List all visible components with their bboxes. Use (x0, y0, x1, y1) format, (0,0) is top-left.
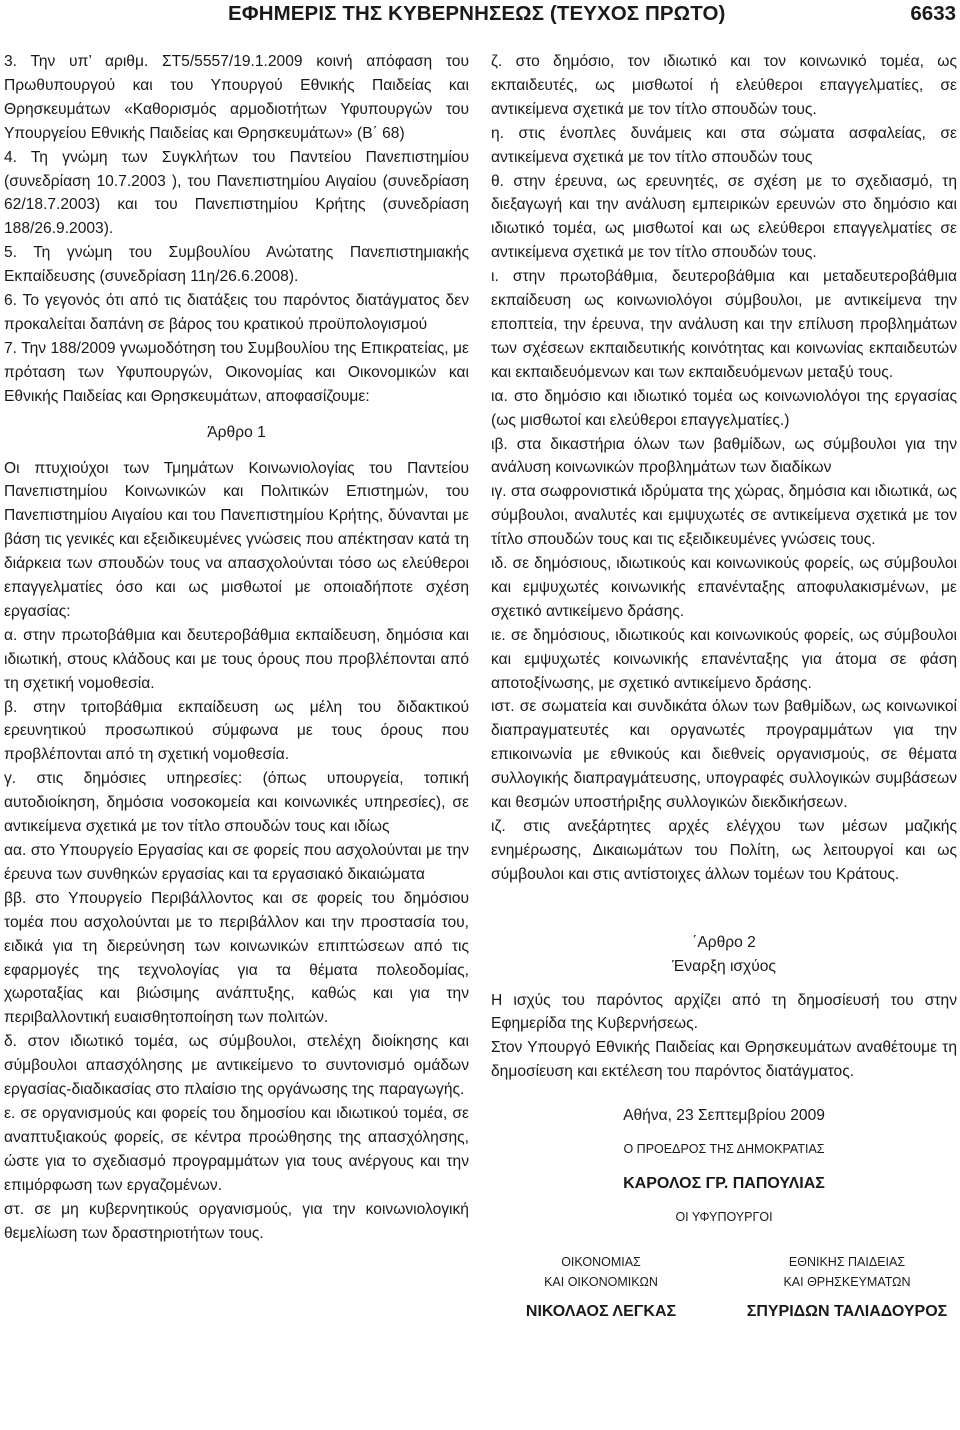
paragraph: α. στην πρωτοβάθμια και δευτεροβάθμια εκπαίδευση, δημόσια και ιδιωτική, στους κλάδους και με τους όρους που προβλέπονται από τη σχετική νομοθεσία. (4, 626, 469, 692)
ministers-signatures (491, 1252, 957, 1324)
paragraph: 5. Τη γνώμη του Συμβουλίου Ανώτατης Πανεπιστημιακής Εκπαίδευσης (συνεδρίαση 11η/26.6.2008). (4, 244, 469, 286)
article-1-heading: Άρθρο 1 (207, 423, 266, 441)
president-name: ΚΑΡΟΛΟΣ ΓΡ. ΠΑΠΟΥΛΙΑΣ (623, 1174, 825, 1192)
paragraph: δ. στον ιδιωτικό τομέα, ως σύμβουλοι, στελέχη διοίκησης και σύμβουλοι απασχόλησης με αντικείμενο το συντονισμό ομάδων εργασίας-διαδικασίας στο πλαίσιο της οργάνωσης της παραγωγής. (4, 1033, 469, 1099)
minister-name: ΣΠΥΡΙΔΩΝ ΤΑΛΙΑΔΟΥΡΟΣ (746, 1302, 948, 1320)
minister-ministry-line: ΟΙΚΟΝΟΜΙΑΣ (561, 1254, 641, 1269)
minister-name: ΝΙΚΟΛΑΟΣ ΛΕΓΚΑΣ (525, 1302, 677, 1320)
page-number: 6633 (910, 2, 956, 25)
paragraph: θ. στην έρευνα, ως ερευνητές, σε σχέση με το σχεδιασμό, τη διεξαγωγή και την ανάλυση εμπειρικών ερευνών στο δημόσιο και ιδιωτικό τομέα, ως μισθωτοί και ως ελεύθεροι επαγγελματίες σε αντικείμενα σχετικά με τον τίτλο σπουδών τους. (491, 172, 957, 262)
paragraph: στ. σε μη κυβερνητικούς οργανισμούς, για την κοινωνιολογική θεμελίωση των δραστηριοτήτων τους. (4, 1200, 469, 1242)
paragraph: 6. Το γεγονός ότι από τις διατάξεις του παρόντος διατάγματος δεν προκαλείται δαπάνη σε βάρος του κρατικού προϋπολογισμού (4, 292, 469, 333)
gazette-title: ΕΦΗΜΕΡΙΣ ΤΗΣ ΚΥΒΕΡΝΗΣΕΩΣ (ΤΕΥΧΟΣ ΠΡΩΤΟ) (228, 2, 726, 25)
paragraph: η. στις ένοπλες δυνάμεις και στα σώματα ασφαλείας, σε αντικείμενα σχετικά με τον τίτλο σπουδών τους (491, 124, 957, 166)
minister-education (737, 1252, 957, 1324)
signature-date: Αθήνα, 23 Σεπτεμβρίου 2009 (623, 1107, 825, 1125)
paragraph: 7. Την 188/2009 γνωμοδότηση του Συμβουλίου της Επικρατείας, με πρόταση των Υφυπουργών, Οικονομίας και Οικονομικών και Εθνικής Παιδείας και Θρησκευμάτων, αποφασίζουμε: (4, 339, 469, 405)
paragraph: ζ. στο δημόσιο, τον ιδιωτικό και τον κοινωνικό τομέα, ως εκπαιδευτές, ως μισθωτοί ή ελεύθεροι επαγγελματίες, σε αντικείμενα σχετικά με τον τίτλο σπουδών τους. (491, 53, 957, 118)
paragraph: ιδ. σε δημόσιους, ιδιωτικούς και κοινωνικούς φορείς, ως σύμβουλοι και εμψυχωτές κοινωνικής επανένταξης αποφυλακισμένων, με σχετικό αντικείμενο δράσης. (491, 555, 957, 620)
paragraph: ιζ. στις ανεξάρτητες αρχές ελέγχου των μέσων μαζικής ενημέρωσης, Δικαιωμάτων του Πολίτη, ως λειτουργοί και ως σύμβουλοι και στις αντίστοιχες άλλων τομέων του Κράτους. (491, 818, 957, 883)
paragraph: αα. στο Υπουργείο Εργασίας και σε φορείς που ασχολούνται με την έρευνα των συνθηκών εργασίας και τα εργασιακό δικαιώματα (4, 842, 469, 883)
left-column (4, 50, 469, 1245)
right-column (491, 50, 957, 1324)
paragraph: ιγ. στα σωφρονιστικά ιδρύματα της χώρας, δημόσια και ιδιωτικά, ως σύμβουλοι, αναλυτές και εμψυχωτές σε αντικείμενα σχετικά με τον τίτλο σπουδών τους και τις εξειδικευμένες γνώσεις τους. (491, 483, 957, 549)
paragraph: ββ. στο Υπουργείο Περιβάλλοντος και σε φορείς του δημόσιου τομέα που ασχολούνται με το περιβάλλον και την προστασία του, ειδικά για τη διερεύνηση των κοινωνικών επιπτώσεων από τις εφαρμογές της τεχνολογίας για τα θέματα πολεοδομίας, χωροταξίας και βιώσιμης ανάπτυξης, καθώς και για την περιβαλλοντική ευαισθητοποίηση των πολιτών. (4, 889, 469, 1027)
paragraph: 4. Τη γνώμη των Συγκλήτων του Παντείου Πανεπιστημίου (συνεδρίαση 10.7.2003 ), του Πανεπιστημίου Αιγαίου (συνεδρίαση 62/18.7.2003) και του Πανεπιστημίου Κρήτης (συνεδρίαση 188/26.9.2003). (4, 148, 469, 238)
paragraph: ι. στην πρωτοβάθμια, δευτεροβάθμια και μεταδευτεροβάθμια εκπαίδευση ως κοινωνιολόγοι σύμβουλοι, με αντικείμενα την εποπτεία, την έρευνα, την ανάλυση και την επίλυση προβλημάτων των σχέσεων εκπαιδευτικής κοινότητας και κοινωνίας εκπαιδευτών και εκπαιδευόμενων και των εκπαιδευόμενων μεταξύ τους. (491, 268, 957, 381)
paragraph: 3. Την υπ’ αριθμ. ΣΤ5/5557/19.1.2009 κοινή απόφαση του Πρωθυπουργού και του Υπουργού Εθνικής Παιδείας και Θρησκευμάτων «Καθορισμός αρμοδιοτήτων Υφυπουργών του Υπουργείου Εθνικής Παιδείας και Θρησκευμάτων» (Β΄ 68) (4, 53, 469, 142)
paragraph: ε. σε οργανισμούς και φορείς του δημοσίου και ιδιωτικού τομέα, σε αναπτυξιακούς φορείς, σε κέντρα προώθησης της απασχόλησης, ώστε για το σχεδιασμό προγραμμάτων για τους ανέργους και την επιμόρφωση των εργαζομένων. (4, 1104, 469, 1194)
paragraph: ιστ. σε σωματεία και συνδικάτα όλων των βαθμίδων, ως κοινωνικοί διαπραγματευτές και οργανωτές προγραμμάτων για την επικοινωνία με εθνικούς και διεθνείς οργανισμούς, σε θέματα συλλογικής διαπραγμάτευσης, υπογραφές συλλογικών συμβάσεων και θεσμών υποστήριξης συλλογικών διεκδικήσεων. (491, 698, 957, 812)
minister-ministry-line: ΕΘΝΙΚΗΣ ΠΑΙΔΕΙΑΣ (788, 1254, 906, 1269)
paragraph: ιε. σε δημόσιους, ιδιωτικούς και κοινωνικούς φορείς, ως σύμβουλοι και εμψυχωτές κοινωνικής επανένταξης για άτομα σε φάση αποτοξίνωσης, με σχετικό αντικείμενο δράσης. (491, 626, 957, 692)
paragraph: β. στην τριτοβάθμια εκπαίδευση ως μέλη του διδακτικού ερευνητικού προσωπικού σύμφωνα με τους όρους που προβλέπονται από τη σχετική νομοθεσία. (4, 698, 469, 764)
paragraph: Η ισχύς του παρόντος αρχίζει από τη δημοσίευσή του στην Εφημερίδα της Κυβερνήσεως. (491, 991, 957, 1033)
deputies-title: ΟΙ ΥΦΥΠΟΥΡΓΟΙ (675, 1209, 773, 1224)
minister-ministry-line: ΚΑΙ ΘΡΗΣΚΕΥΜΑΤΩΝ (783, 1274, 911, 1289)
paragraph: Στον Υπουργό Εθνικής Παιδείας και Θρησκευμάτων αναθέτουμε τη δημοσίευση και εκτέλεση του παρόντος διατάγματος. (491, 1039, 957, 1081)
page-header (0, 0, 960, 34)
minister-finance (491, 1252, 711, 1324)
paragraph: Οι πτυχιούχοι των Τμημάτων Κοινωνιολογίας του Παντείου Πανεπιστημίου Κοινωνικών και Πολιτικών Επιστημών, του Πανεπιστημίου Αιγαίου και του Πανεπιστημίου Κρήτης, δύνανται με βάση τις γενικές και εξειδικευμένες γνώσεις που απέκτησαν κατά τη διάρκεια των σπουδών τους να απασχολούνται τόσο ως ελεύθεροι επαγγελματίες όσο και ως μισθωτοί με οποιαδήποτε σχέση εργασίας: (4, 459, 469, 620)
article-2-heading: ΄Αρθρο 2 (692, 933, 756, 951)
paragraph: γ. στις δημόσιες υπηρεσίες: (όπως υπουργεία, τοπική αυτοδιοίκηση, δημόσια νοσοκομεία και κοινωνικές υπηρεσίες), σε αντικείμενα σχετικά με τον τίτλο σπουδών τους και ιδίως (4, 770, 469, 836)
minister-ministry-line: ΚΑΙ ΟΙΚΟΝΟΜΙΚΩΝ (544, 1274, 658, 1289)
paragraph: ιβ. στα δικαστήρια όλων των βαθμίδων, ως σύμβουλοι για την ανάλυση κοινωνικών προβλημάτων των διαδίκων (491, 435, 957, 477)
paragraph: ια. στο δημόσιο και ιδιωτικό τομέα ως κοινωνιολόγοι της εργασίας (ως μισθωτοί και ελεύθεροι επαγγελματίες.) (491, 387, 957, 429)
president-title: Ο ΠΡΟΕΔΡΟΣ ΤΗΣ ΔΗΜΟΚΡΑΤΙΑΣ (623, 1142, 825, 1157)
article-2-subtitle: Έναρξη ισχύος (672, 957, 776, 975)
